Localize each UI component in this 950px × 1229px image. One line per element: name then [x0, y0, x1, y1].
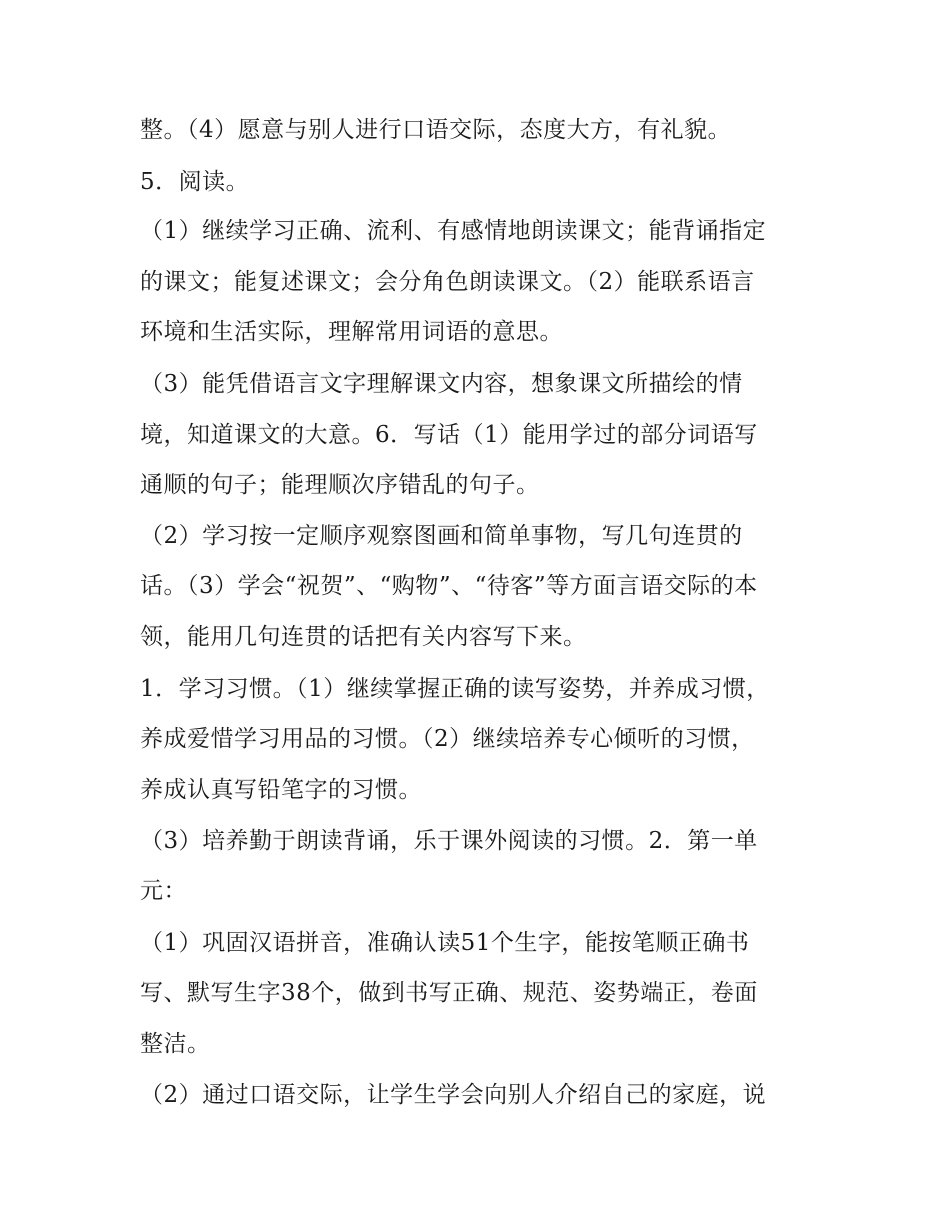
text-line-17: （1）巩固汉语拼音，准确认读51个生字，能按笔顺正确书: [140, 930, 750, 956]
text-line-9: （2）学习按一定顺序观察图画和简单事物，写几句连贯的: [140, 523, 743, 549]
text-line-16: 元：: [140, 878, 187, 904]
text-line-14: 养成认真写铅笔字的习惯。: [140, 777, 422, 803]
text-line-11: 领，能用几句连贯的话把有关内容写下来。: [140, 624, 587, 650]
text-line-15: （3）培养勤于朗读背诵，乐于课外阅读的习惯。2．第一单: [140, 828, 758, 854]
text-line-6: （3）能凭借语言文字理解课文内容，想象课文所描绘的情: [140, 371, 743, 397]
text-line-8: 通顺的句子；能理顺次序错乱的句子。: [140, 472, 540, 498]
text-line-5: 环境和生活实际，理解常用词语的意思。: [140, 319, 563, 345]
text-line-10: 话。（3）学会“祝贺”、“购物”、“待客”等方面言语交际的本: [140, 573, 758, 599]
text-line-1: 整。（4）愿意与别人进行口语交际，态度大方，有礼貌。: [140, 117, 732, 143]
text-line-19: 整洁。: [140, 1031, 211, 1057]
text-line-13: 养成爱惜学习用品的习惯。（2）继续培养专心倾听的习惯，: [140, 726, 755, 752]
text-line-12: 1．学习习惯。（1）继续掌握正确的读写姿势，并养成习惯，: [140, 676, 770, 702]
text-line-7: 境，知道课文的大意。6．写话（1）能用学过的部分词语写: [140, 422, 758, 448]
text-line-18: 写、默写生字38个，做到书写正确、规范、姿势端正，卷面: [140, 980, 758, 1006]
text-line-2: 5．阅读。: [140, 169, 250, 195]
text-line-3: （1）继续学习正确、流利、有感情地朗读课文；能背诵指定: [140, 218, 767, 244]
text-line-4: 的课文；能复述课文；会分角色朗读课文。（2）能联系语言: [140, 269, 755, 295]
text-line-20: （2）通过口语交际，让学生学会向别人介绍自己的家庭，说: [140, 1082, 767, 1108]
